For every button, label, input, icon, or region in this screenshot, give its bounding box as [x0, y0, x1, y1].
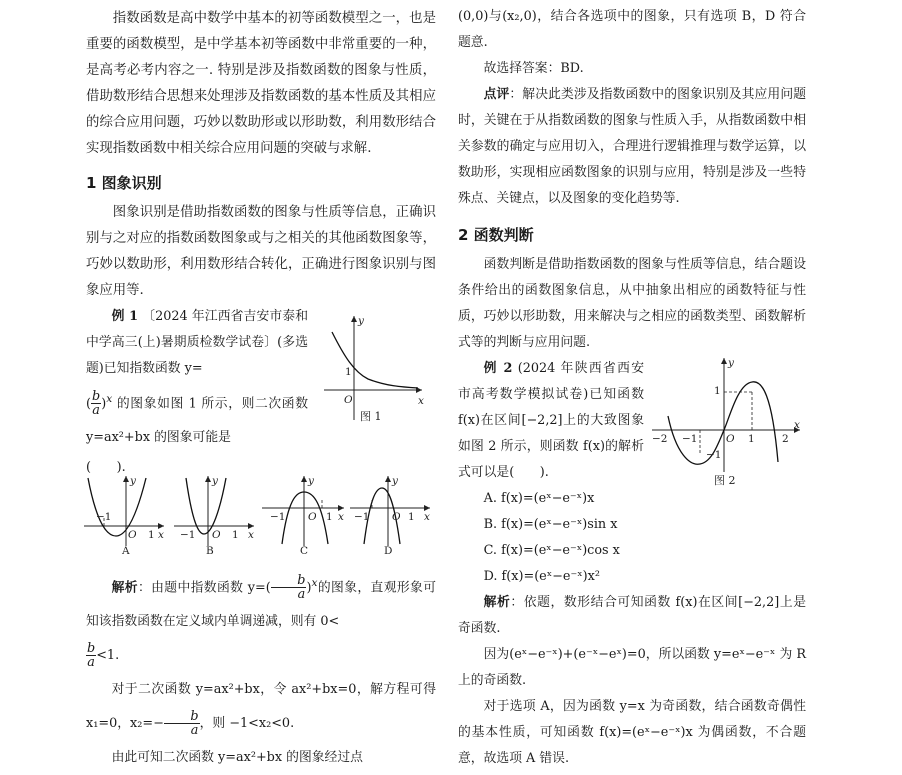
- solution-1-ratio: $\frac{b}{a}$ <1.: [87, 641, 120, 671]
- fig2-tick-neg-two: −2: [652, 433, 668, 445]
- svg-text:−1: −1: [354, 511, 370, 523]
- solution-1-para-1: 解析：由题中指数函数 y=( $\frac{b}{a}$ )$^x$的图象，直观形象可知该指数函数在定义域内单调递减，则有 0<: [86, 573, 437, 630]
- svg-text:y: y: [392, 475, 398, 487]
- choice-c-label: C: [300, 545, 309, 557]
- option-c: C. f(x)=(eˣ−e⁻ˣ)cos x: [483, 543, 620, 558]
- example-1-block: [86, 304, 308, 481]
- svg-text:x: x: [158, 529, 164, 541]
- fig2-tick-one: 1: [748, 433, 755, 445]
- svg-text:y: y: [130, 475, 136, 487]
- svg-text:O: O: [392, 511, 401, 523]
- solution-2-para-3: 对于选项 A，因为函数 y=x 为奇函数，结合函数奇偶性的基本性质，可知函数 f(x)=(eˣ−e⁻ˣ)x 为偶函数，不合题意，故选项 A 错误.: [458, 699, 806, 766]
- choice-d-graph: [350, 475, 430, 557]
- fig2-tick-y-one: 1: [714, 385, 721, 397]
- section-2-title: 2 函数判断: [458, 226, 534, 244]
- example-1-label: 例 1: [111, 309, 138, 324]
- comment-paragraph: 点评：解决此类涉及指数函数中的图象识别及其应用问题时，关键在于从指数函数的图象与性质入手，从指数函数中相关参数的确定与应用切入，合理进行逻辑推理与数学运算，以数助形，实现相应函数图象的识别与应用，特别是涉及一些特殊点、关键点，以及图象的变化趋势等.: [458, 87, 807, 206]
- figure-2: [648, 354, 808, 490]
- option-d: D. f(x)=(eˣ−e⁻ˣ)x²: [483, 569, 600, 584]
- fig1-caption: 图 1: [360, 410, 382, 423]
- svg-text:y: y: [212, 475, 218, 487]
- fig1-x-label: x: [418, 395, 424, 407]
- example-2-text: 例 2 (2024 年陕西省西安市高考数学模拟试卷)已知函数 f(x)在区间[−2,2]上的大致图象如图 2 所示，则函数 f(x)的解析式可以是( ).: [458, 361, 644, 480]
- svg-text:O: O: [308, 511, 317, 523]
- svg-text:1: 1: [148, 529, 155, 541]
- choice-a-graph: [84, 475, 164, 557]
- figure-1: [318, 312, 428, 424]
- fig2-caption: 图 2: [714, 474, 736, 487]
- fig2-tick-neg-one: −1: [682, 433, 698, 445]
- svg-text:1: 1: [326, 511, 333, 523]
- svg-text:−1: −1: [96, 511, 112, 523]
- fig2-x-label: x: [794, 419, 800, 431]
- fraction-b-over-a: $\frac{b}{a}$: [92, 389, 101, 419]
- solution-2-para-1: 解析：依题，数形结合可知函数 f(x)在区间[−2,2]上是奇函数.: [458, 595, 806, 636]
- fig1-y-label: y: [358, 315, 364, 327]
- svg-text:−1: −1: [180, 529, 196, 541]
- choice-a-label: A: [122, 545, 130, 557]
- option-a: A. f(x)=(eˣ−e⁻ˣ)x: [483, 491, 595, 506]
- fig2-origin: O: [726, 433, 735, 445]
- svg-text:x: x: [248, 529, 254, 541]
- option-b: B. f(x)=(eˣ−e⁻ˣ)sin x: [483, 517, 618, 532]
- svg-text:O: O: [212, 529, 221, 541]
- svg-text:x: x: [424, 511, 430, 523]
- svg-text:x: x: [338, 511, 344, 523]
- section-1-text: 图象识别是借助指数函数的图象与性质等信息，正确识别与之对应的指数函数图象或与之相关的其他函数图象等，巧妙以数助形，利用数形结合转化，正确进行图象识别与图象应用等.: [86, 205, 436, 298]
- fig2-y-label: y: [728, 357, 734, 369]
- solution-1-continued: (0,0)与(x₂,0)，结合各选项中的图象，只有选项 B，D 符合题意.: [458, 9, 806, 50]
- choice-d-label: D: [384, 545, 393, 557]
- solution-1-para-3: 由此可知二次函数 y=ax²+bx 的图象经过点: [111, 750, 363, 766]
- solution-1-para-2: 对于二次函数 y=ax²+bx，令 ax²+bx=0，解方程可得 x₁=0，x₂=− $\frac{b}{a}$ ，则 −1<x₂<0.: [86, 682, 436, 739]
- fig1-tick-one: 1: [345, 366, 352, 378]
- svg-text:y: y: [308, 475, 314, 487]
- example-1-fraction-line: ( $\frac{b}{a}$ )$^x$ 的图象如图 1 所示，则二次函数 y=ax²+bx 的图象可能是: [86, 389, 309, 446]
- fig2-tick-two: 2: [782, 433, 789, 445]
- fig1-origin: O: [344, 394, 353, 406]
- svg-text:O: O: [128, 529, 137, 541]
- answer-line: 故选择答案：BD.: [483, 61, 584, 76]
- fig2-tick-y-neg-one: −1: [706, 449, 722, 461]
- choice-graphs: [82, 470, 432, 556]
- svg-text:−1: −1: [270, 511, 286, 523]
- solution-2-para-2: 因为(eˣ−e⁻ˣ)+(e⁻ˣ−eˣ)=0，所以函数 y=eˣ−e⁻ˣ 为 R 上的奇函数.: [458, 647, 806, 688]
- svg-text:1: 1: [232, 529, 239, 541]
- example-1-source: 〔2024 年江西省吉安市泰和中学高三(上)暑期质检数学试卷〕(多选题)已知指数函数 y=: [86, 309, 309, 376]
- example-1-paren: ( ).: [86, 460, 126, 476]
- intro-paragraph: 指数函数是高中数学中基本的初等函数模型之一，也是重要的函数模型，是中学基本初等函数中非常重要的一种，是高考必考内容之一. 特别是涉及指数函数的图象与性质，借助数形结合思想来处理涉及指数函数的基本性质及其相应的综合应用问题，巧妙以数助形或以形助数，利用数形结合实现指数函数中相关综合应用问题的突破与求解.: [86, 11, 436, 156]
- section-2-text: 函数判断是借助指数函数的图象与性质等信息，结合题设条件给出的函数图象信息，从中抽象出相应的函数特征与性质，巧妙以形助数，用来解决与之相应的函数类型、函数解析式等的判断与应用问题.: [458, 257, 806, 350]
- solution-1: [86, 566, 436, 775]
- svg-text:1: 1: [408, 511, 415, 523]
- choice-b-label: B: [206, 545, 214, 557]
- choice-c-graph: [262, 475, 344, 557]
- section-1-title: 1 图象识别: [86, 174, 162, 192]
- choice-b-graph: [174, 475, 254, 557]
